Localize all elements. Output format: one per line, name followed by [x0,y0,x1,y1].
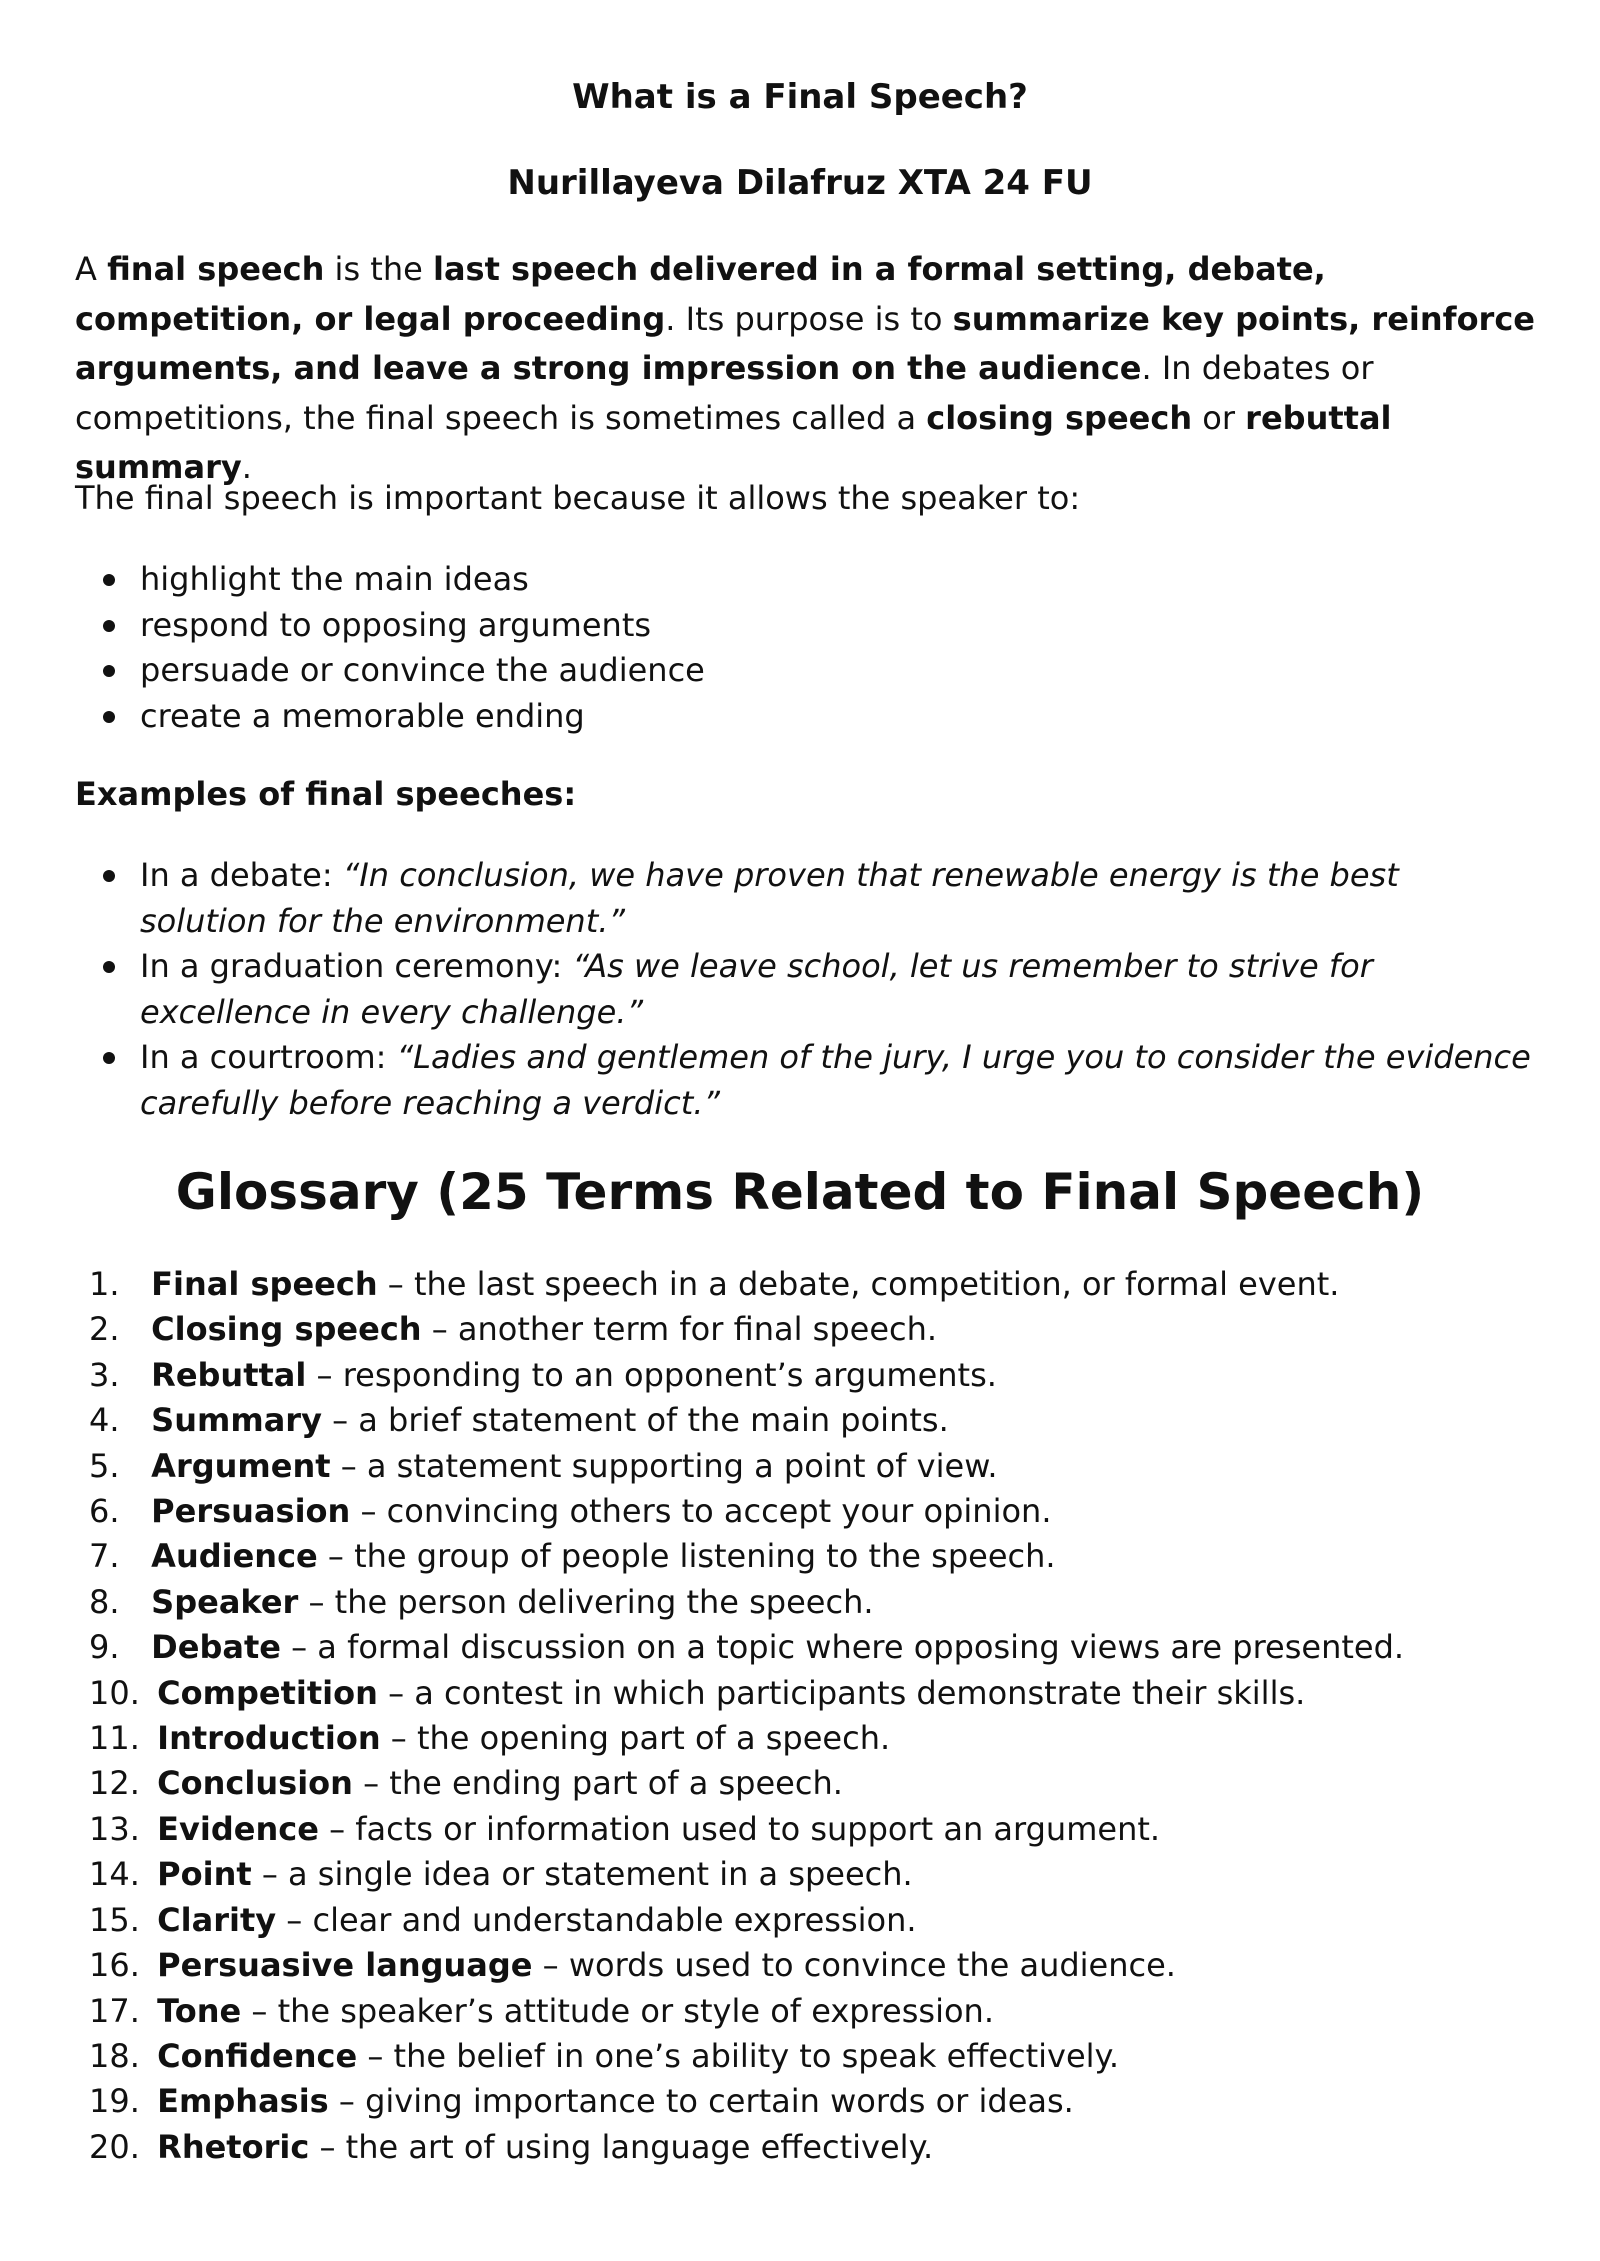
glossary-term: Rebuttal [151,1355,307,1394]
example-item [75,1035,1535,1126]
glossary-item [75,2125,1535,2170]
glossary-number: 3. [89,1355,120,1394]
example-quote: “Ladies and gentlemen of the jury, I urge you to consider the evidence carefully before reaching a verdict.” [140,1038,1531,1122]
glossary-definition: – the speaker’s attitude or style of expression. [241,1991,994,2030]
bullet-icon [103,961,115,973]
glossary-term: Emphasis [157,2082,329,2121]
glossary-number: 8. [89,1582,120,1621]
glossary-item [75,2034,1535,2079]
glossary-term: Persuasion [151,1492,351,1531]
glossary-term: Final speech [151,1265,378,1303]
glossary-term: Introduction [157,1719,381,1758]
intro-bold-term: closing speech [926,398,1193,437]
author-line: Nurillayeva Dilafruz XTA 24 FU [507,163,1093,203]
glossary-definition: – giving importance to certain words or ideas. [328,2082,1074,2121]
glossary-term: Point [157,1855,252,1894]
example-lead: In a graduation ceremony: [140,947,573,985]
glossary-title: Glossary (25 Terms Related to Final Speech) [175,1163,1425,1221]
glossary-definition: – the opening part of a speech. [380,1719,891,1758]
glossary-term: Evidence [157,1809,319,1848]
intro-bold-phrase: last speech delivered in a formal setting, debate, competition, or legal proceeding [75,250,1326,338]
importance-list [75,557,1535,739]
intro-bold-phrase: summarize key points, reinforce arguments, and leave a strong impression on the audience [75,299,1535,387]
glossary-number: 16. [89,1946,140,1985]
glossary-item [75,1580,1535,1625]
intro-text: . In debates or competitions, the final speech is sometimes called a [75,349,1374,437]
glossary-number: 18. [89,2036,140,2075]
glossary-list [75,1262,1535,2170]
list-item [75,648,1535,694]
glossary-term: Debate [151,1628,281,1667]
glossary-item [75,1761,1535,1806]
glossary-definition: – a statement supporting a point of view. [330,1446,998,1485]
glossary-number: 2. [89,1310,120,1349]
glossary-definition: – responding to an opponent’s arguments. [306,1355,997,1394]
page-title: What is a Final Speech? [572,77,1028,117]
glossary-definition: – the ending part of a speech. [352,1764,843,1803]
glossary-number: 7. [89,1537,120,1576]
glossary-number: 20. [89,2127,140,2166]
glossary-definition: – a brief statement of the main points. [321,1401,949,1440]
glossary-definition: – the person delivering the speech. [298,1582,874,1621]
glossary-term: Clarity [157,1900,277,1939]
glossary-number: 13. [89,1809,140,1848]
glossary-term: Summary [151,1401,322,1440]
list-item [75,694,1535,740]
bullet-icon [103,870,115,882]
bullet-icon [103,711,115,723]
glossary-item [75,1534,1535,1579]
glossary-item [75,1353,1535,1398]
bullet-icon [103,1052,115,1064]
glossary-number: 5. [89,1446,120,1485]
glossary-term: Persuasive language [157,1946,533,1985]
glossary-item [75,1989,1535,2034]
intro-paragraph [75,245,1535,493]
glossary-item [75,1852,1535,1897]
intro-text: is the [324,250,433,288]
list-item [75,603,1535,649]
glossary-number: 11. [89,1719,140,1758]
glossary-number: 6. [89,1492,120,1531]
glossary-term: Confidence [157,2036,358,2075]
glossary-item [75,1398,1535,1443]
example-lead: In a debate: [140,856,343,894]
example-quote: “In conclusion, we have proven that renewable energy is the best solution for the environment.” [140,856,1399,940]
list-item [75,557,1535,603]
intro-bold-term: rebuttal summary [75,398,1392,486]
glossary-term: Competition [157,1673,378,1712]
glossary-number: 15. [89,1900,140,1939]
glossary-item [75,1807,1535,1852]
intro-text: A [75,250,108,288]
example-item [75,853,1535,944]
glossary-number: 9. [89,1628,120,1667]
glossary-definition: – a contest in which participants demonstrate their skills. [377,1673,1306,1712]
bullet-icon [103,574,115,586]
glossary-definition: – a formal discussion on a topic where opposing views are presented. [280,1628,1405,1667]
glossary-term: Rhetoric [157,2127,310,2166]
intro-text: or [1192,398,1246,437]
glossary-number: 17. [89,1991,140,2030]
glossary-term: Closing speech [151,1310,422,1349]
glossary-definition: – the art of using language effectively. [309,2127,934,2166]
glossary-item [75,1625,1535,1670]
glossary-item [75,1489,1535,1534]
glossary-number: 19. [89,2082,140,2121]
intro-text: . [241,448,252,486]
glossary-item [75,1898,1535,1943]
glossary-definition: – a single idea or statement in a speech. [251,1855,913,1894]
glossary-term: Conclusion [157,1764,353,1803]
glossary-item [75,1307,1535,1352]
glossary-term: Audience [151,1537,318,1576]
glossary-definition: – facts or information used to support an argument. [318,1809,1161,1848]
intro-text: . Its purpose is to [665,299,953,338]
list-item-text: create a memorable ending [140,696,585,735]
glossary-term: Tone [157,1991,242,2030]
example-lead: In a courtroom: [140,1038,397,1076]
glossary-definition: – the last speech in a debate, competition, or formal event. [377,1265,1340,1303]
glossary-definition: – another term for final speech. [421,1310,938,1349]
glossary-number: 14. [89,1855,140,1894]
glossary-definition: – convincing others to accept your opinion. [350,1492,1052,1531]
glossary-definition: – the belief in one’s ability to speak effectively. [357,2036,1120,2075]
importance-paragraph: The final speech is important because it allows the speaker to: [75,479,1081,517]
glossary-definition: – words used to convince the audience. [532,1946,1176,1985]
glossary-term: Argument [151,1446,331,1485]
example-item [75,944,1535,1035]
intro-bold-term: final speech [107,250,325,288]
glossary-number: 1. [89,1265,120,1303]
examples-heading: Examples of final speeches: [75,775,577,813]
glossary-item [75,1671,1535,1716]
glossary-number: 12. [89,1764,140,1803]
bullet-icon [103,665,115,677]
examples-list [75,853,1535,1126]
glossary-term: Speaker [151,1582,299,1621]
bullet-icon [103,620,115,632]
glossary-number: 10. [89,1673,140,1712]
list-item-text: persuade or convince the audience [140,651,705,689]
glossary-item [75,1444,1535,1489]
glossary-definition: – the group of people listening to the speech. [317,1537,1056,1576]
example-quote: “As we leave school, let us remember to strive for excellence in every challenge.” [140,947,1373,1031]
glossary-definition: – clear and understandable expression. [276,1900,917,1939]
glossary-item [75,2079,1535,2124]
glossary-number: 4. [89,1401,120,1440]
glossary-item [75,1943,1535,1988]
glossary-item [75,1262,1535,1307]
glossary-item [75,1716,1535,1761]
list-item-text: respond to opposing arguments [140,605,652,644]
list-item-text: highlight the main ideas [140,560,529,598]
